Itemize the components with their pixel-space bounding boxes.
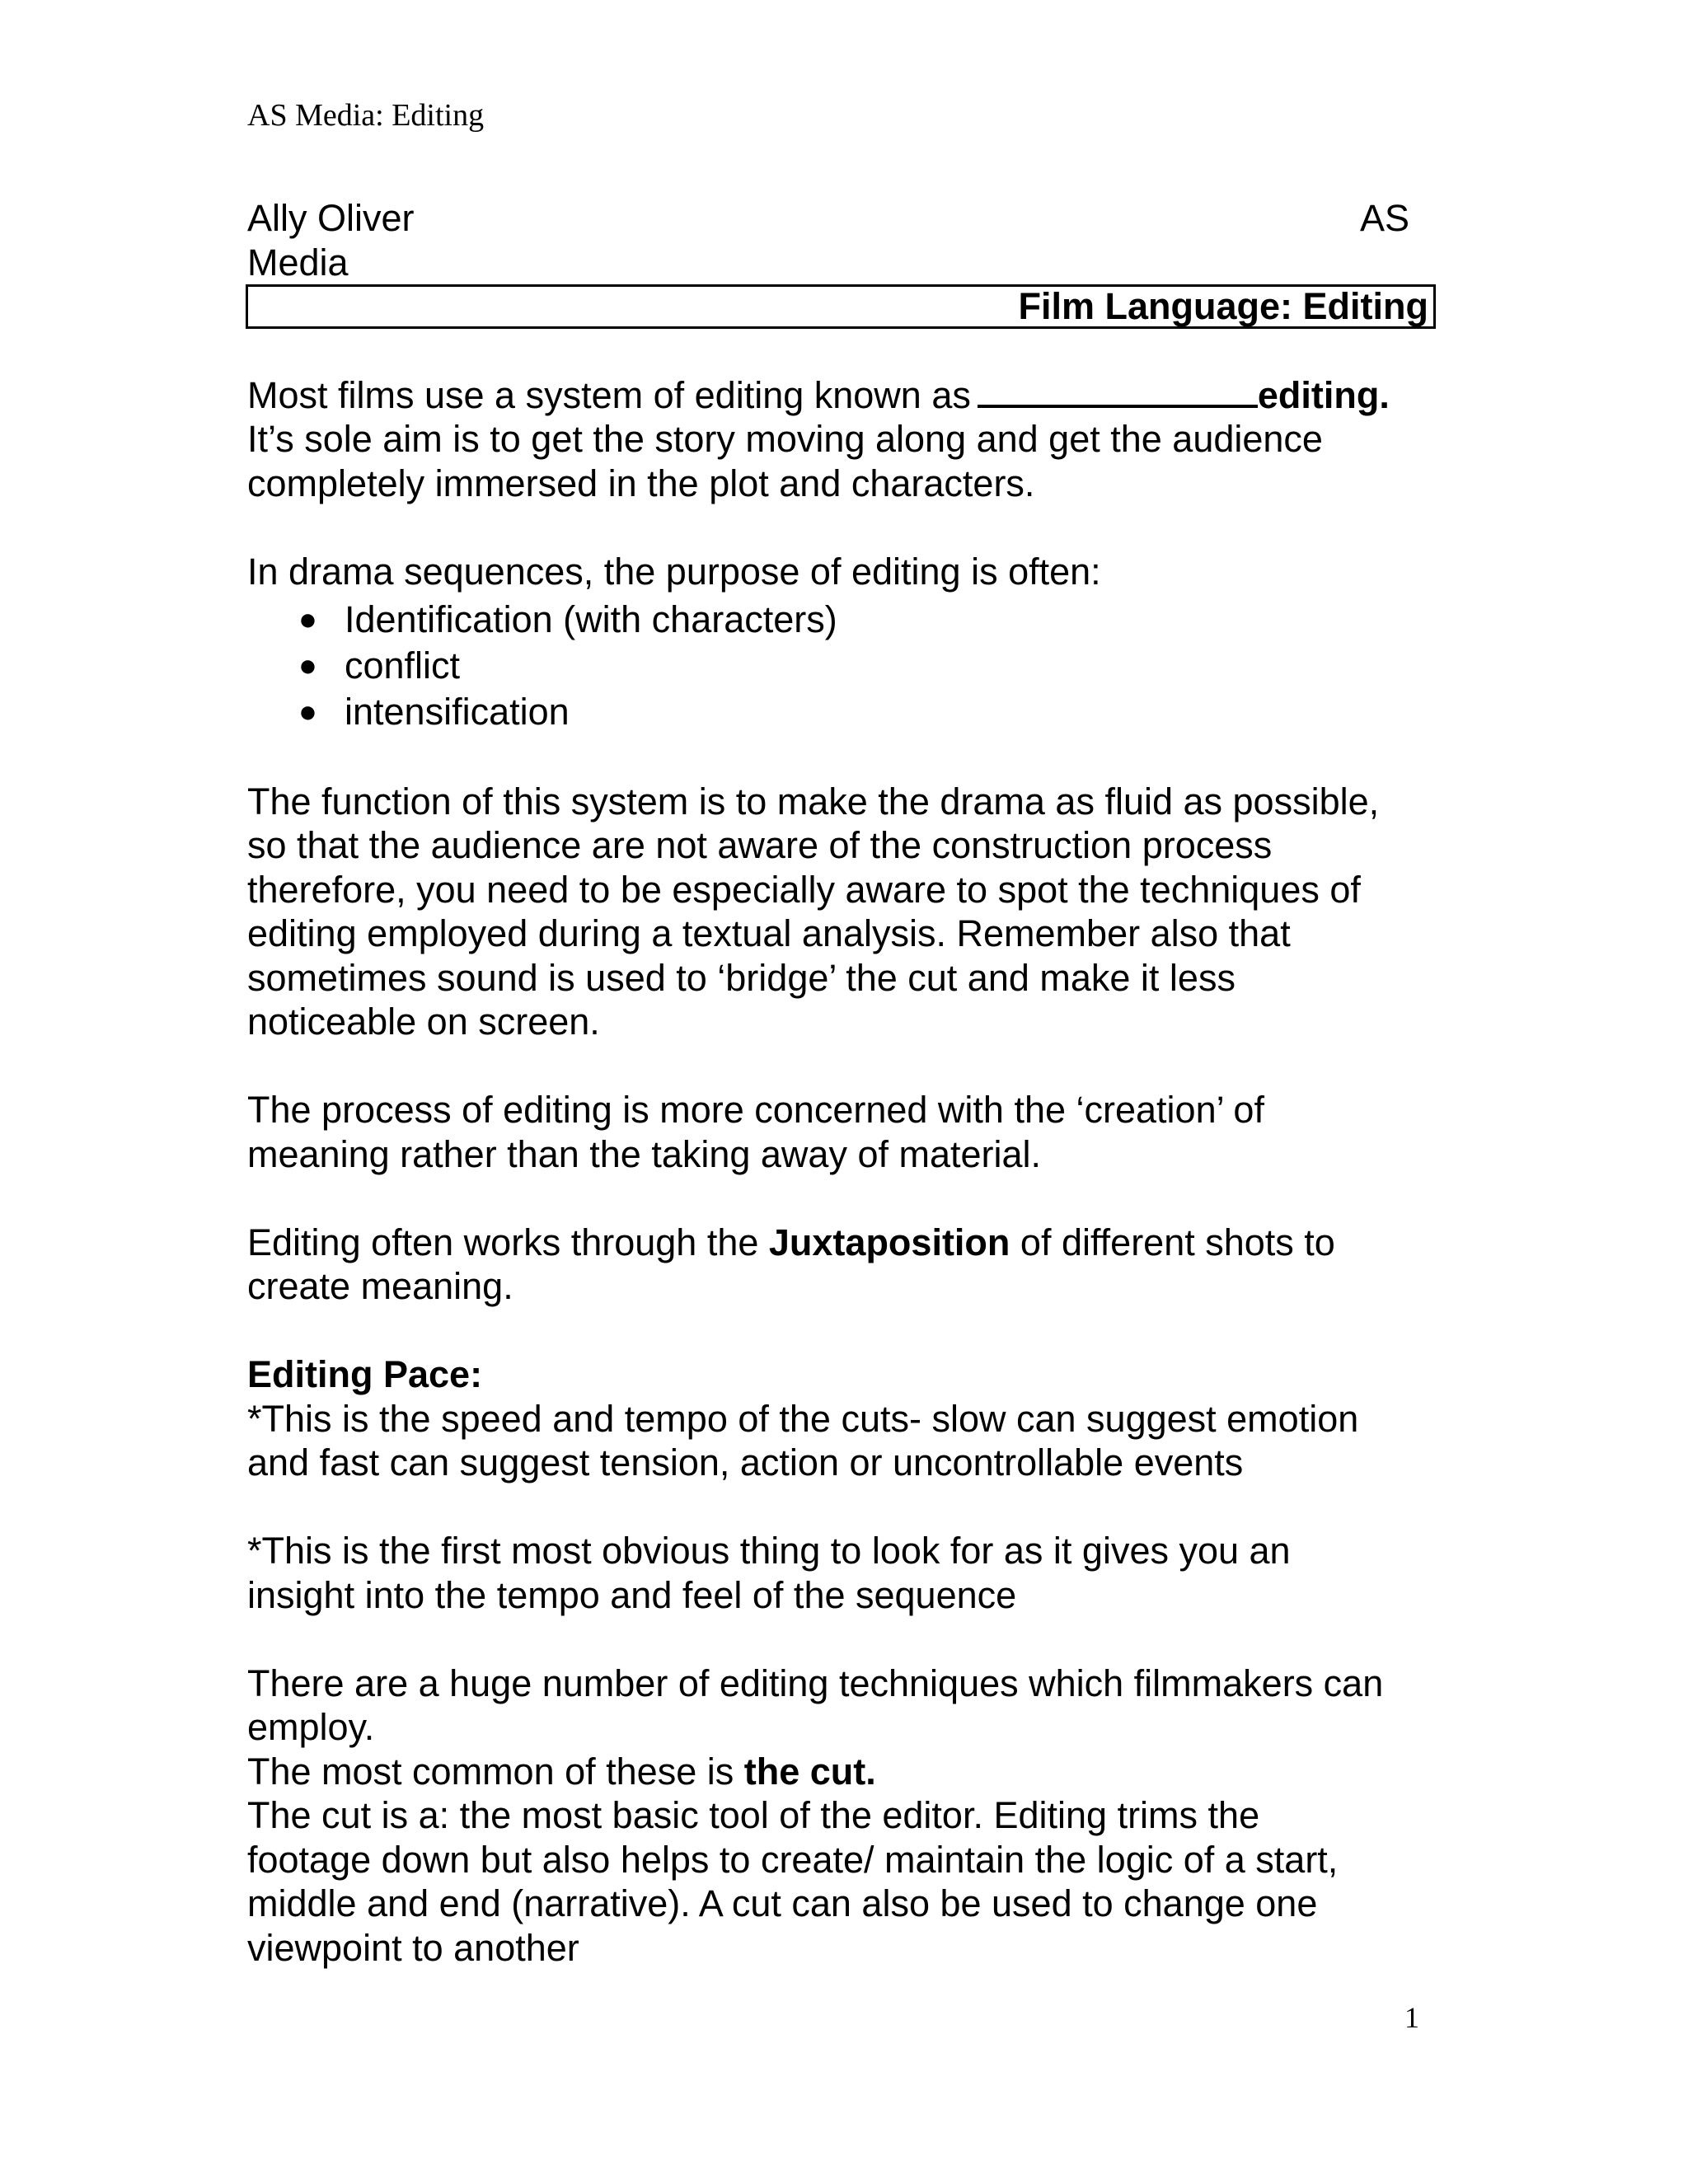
techniques-paragraph: There are a huge number of editing techniques which filmmakers can employ. The most common of these is the cut. The cut is a: the most basic tool of the editor. Editing trims the footage down but also helps to create/ maintain the logic of a start, middle and end (narrative). A cut can also be used to change one viewpoint to another bbox=[247, 1661, 1384, 1969]
intro-line-2: It’s sole aim is to get the story moving along and get the audience bbox=[247, 418, 1323, 460]
running-header: AS Media: Editing bbox=[247, 98, 485, 133]
bullet-icon: ● bbox=[298, 649, 317, 683]
intro-text: Most films use a system of editing known as bbox=[247, 373, 971, 416]
editing-pace-heading: Editing Pace: bbox=[247, 1353, 483, 1395]
the-cut-term: the cut. bbox=[743, 1750, 876, 1793]
page-title: Film Language: Editing bbox=[1018, 285, 1428, 327]
function-paragraph: The function of this system is to make the drama as fluid as possible, so that the audience are not aware of the construction process therefore, you need to be especially aware to spot the techniques of editing employed during a textual analysis. Remember also that sometimes sound is used to ‘bridge’ the cut and make it less noticeable on screen. bbox=[247, 780, 1380, 1043]
course-code: AS bbox=[1359, 197, 1409, 239]
author-name: Ally Oliver bbox=[247, 197, 415, 239]
fill-in-blank bbox=[978, 375, 1258, 408]
title-box bbox=[246, 284, 1436, 329]
bullet-icon: ● bbox=[298, 602, 317, 637]
list-item: ● intensification bbox=[247, 689, 1436, 735]
page-number: 1 bbox=[1404, 2001, 1419, 2034]
purpose-list bbox=[247, 597, 1436, 735]
list-item: ● Identification (with characters) bbox=[247, 597, 1436, 643]
bullet-icon: ● bbox=[298, 695, 317, 729]
drama-intro: In drama sequences, the purpose of editing is often: bbox=[247, 550, 1101, 593]
intro-paragraph bbox=[247, 373, 1436, 506]
intro-line-3: completely immersed in the plot and characters. bbox=[247, 462, 1035, 504]
intro-bold: editing. bbox=[1257, 373, 1390, 416]
list-item: ● conflict bbox=[247, 643, 1436, 689]
pace-paragraph-1: *This is the speed and tempo of the cuts- slow can suggest emotion and fast can suggest tension, action or uncontrollable events bbox=[247, 1397, 1359, 1483]
process-paragraph: The process of editing is more concerned with the ‘creation’ of meaning rather than the taking away of material. bbox=[247, 1089, 1264, 1175]
juxtaposition-term: Juxtaposition bbox=[768, 1221, 1010, 1263]
pace-paragraph-2: *This is the first most obvious thing to look for as it gives you an insight into the tempo and feel of the sequence bbox=[247, 1530, 1291, 1616]
author-line bbox=[247, 196, 1409, 241]
document-body bbox=[247, 196, 1436, 1970]
course-name: Media bbox=[247, 241, 349, 284]
juxtaposition-paragraph: Editing often works through the Juxtaposition of different shots to create meaning. bbox=[247, 1221, 1335, 1307]
